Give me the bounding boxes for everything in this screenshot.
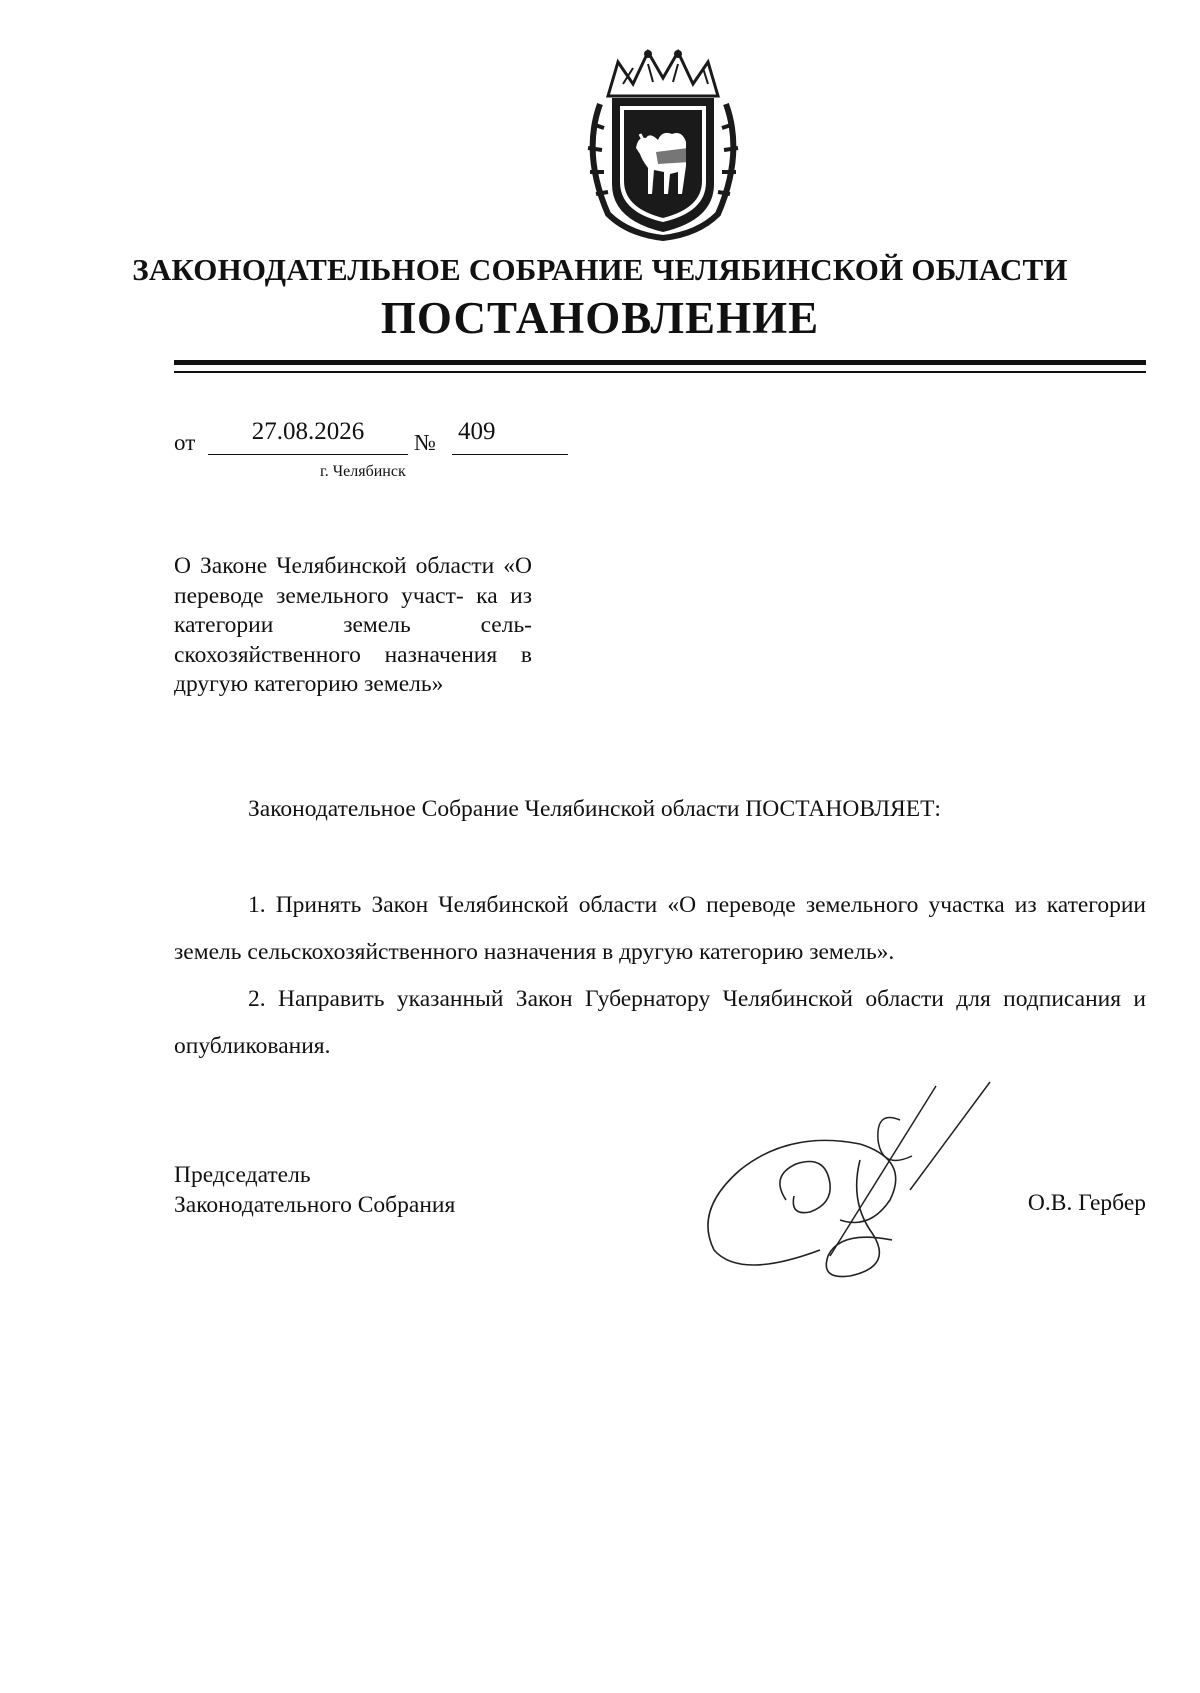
header-divider-thick	[174, 360, 1146, 365]
header-divider-thin	[174, 371, 1146, 373]
resolves-statement: Законодательное Собрание Челябинской области ПОСТАНОВЛЯЕТ:	[248, 796, 941, 822]
organization-name: ЗАКОНОДАТЕЛЬНОЕ СОБРАНИЕ ЧЕЛЯБИНСКОЙ ОБЛАСТИ	[132, 252, 1068, 287]
document-type-title: ПОСТАНОВЛЕНИЕ	[380, 293, 820, 343]
date-prefix: от	[174, 430, 196, 455]
number-sign: №	[414, 430, 436, 455]
date-value: 27.08.2026	[251, 418, 365, 445]
signatory-title	[174, 1160, 455, 1220]
handwritten-signature-icon	[700, 1080, 1010, 1285]
signatory-title-line1: Председатель	[174, 1162, 311, 1188]
date-field	[208, 420, 408, 455]
document-subject: О Законе Челябинской области «О переводе земельного участ- ка из категории земель сель- скохозяйственного назначения в другую категорию земель»	[174, 553, 532, 697]
signatory-name: О.В. Гербер	[1027, 1190, 1146, 1216]
resolution-item: 2. Направить указанный Закон Губернатору Челябинской области для подписания и опубликования.	[174, 986, 1146, 1059]
resolution-items	[174, 882, 1146, 1070]
number-field	[452, 420, 568, 455]
signatory-title-line2: Законодательного Собрания	[174, 1192, 456, 1218]
number-value: 409	[458, 418, 496, 445]
registration-line	[174, 420, 594, 460]
city-label: г. Челябинск	[320, 463, 406, 480]
resolution-item: 1. Принять Закон Челябинской области «О переводе земельного участка из категории земель сельскохозяйственного назначения в другую категорию земель».	[174, 892, 1146, 965]
coat-of-arms-icon	[578, 44, 748, 242]
